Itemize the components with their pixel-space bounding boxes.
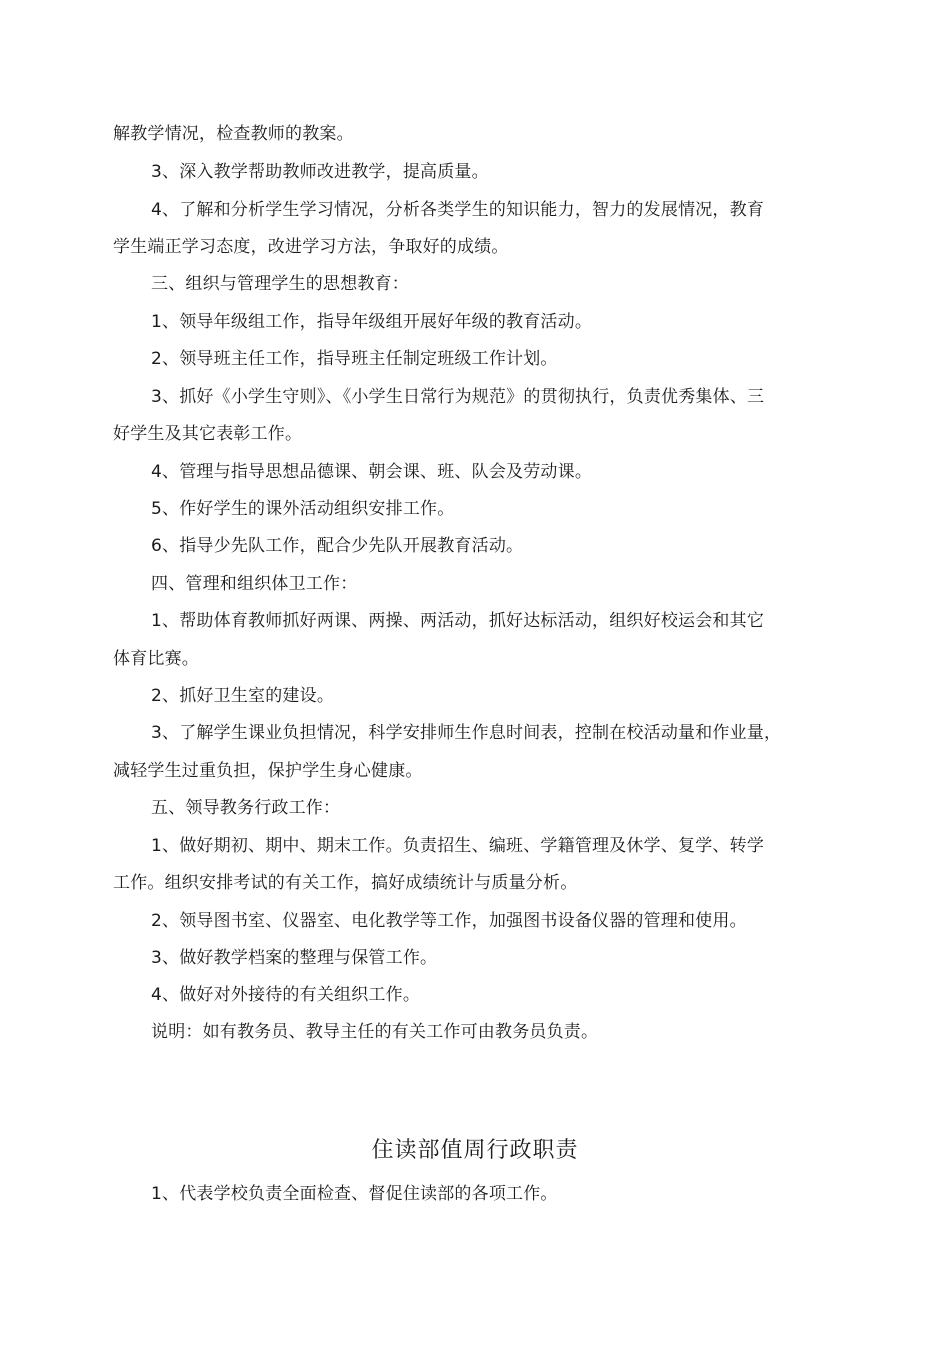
paragraph-line: 1、领导年级组工作，指导年级组开展好年级的教育活动。 xyxy=(151,312,593,332)
paragraph-line: 4、管理与指导思想品德课、朝会课、班、队会及劳动课。 xyxy=(151,462,593,482)
paragraph-line: 1、做好期初、期中、期末工作。负责招生、编班、学籍管理及休学、复学、转学 xyxy=(151,836,765,856)
section-heading: 三、组织与管理学生的思想教育： xyxy=(151,274,409,294)
paragraph-line: 3、做好教学档案的整理与保管工作。 xyxy=(151,948,438,968)
paragraph-line: 4、做好对外接待的有关组织工作。 xyxy=(151,985,421,1005)
paragraph-line: 3、了解学生课业负担情况，科学安排师生作息时间表，控制在校活动量和作业量， xyxy=(151,723,782,743)
paragraph-line: 1、代表学校负责全面检查、督促住读部的各项工作。 xyxy=(151,1184,558,1204)
paragraph-line: 学生端正学习态度，改进学习方法，争取好的成绩。 xyxy=(113,237,509,257)
paragraph-line: 2、抓好卫生室的建设。 xyxy=(151,686,335,706)
section-heading: 五、领导教务行政工作： xyxy=(151,798,341,818)
paragraph-line: 1、帮助体育教师抓好两课、两操、两活动，抓好达标活动，组织好校运会和其它 xyxy=(151,611,765,631)
paragraph-line: 6、指导少先队工作，配合少先队开展教育活动。 xyxy=(151,536,524,556)
paragraph-line: 3、抓好《小学生守则》、《小学生日常行为规范》的贯彻执行，负责优秀集体、三 xyxy=(151,387,765,407)
paragraph-line: 2、领导班主任工作，指导班主任制定班级工作计划。 xyxy=(151,349,558,369)
paragraph-line: 工作。组织安排考试的有关工作，搞好成绩统计与质量分析。 xyxy=(113,873,578,893)
paragraph-line: 减轻学生过重负担，保护学生身心健康。 xyxy=(113,761,423,781)
paragraph-line: 4、了解和分析学生学习情况，分析各类学生的知识能力，智力的发展情况，教育 xyxy=(151,200,765,220)
note-line: 说明：如有教务员、教导主任的有关工作可由教务员负责。 xyxy=(151,1022,599,1042)
paragraph-line: 体育比赛。 xyxy=(113,649,199,669)
section-heading: 四、管理和组织体卫工作： xyxy=(151,574,358,594)
paragraph-line: 5、作好学生的课外活动组织安排工作。 xyxy=(151,499,455,519)
paragraph-line: 好学生及其它表彰工作。 xyxy=(113,424,303,444)
paragraph-line: 3、深入教学帮助教师改进教学，提高质量。 xyxy=(151,162,489,182)
section-title: 住读部值周行政职责 xyxy=(371,1138,579,1163)
paragraph-line: 解教学情况，检查教师的教案。 xyxy=(113,124,354,144)
paragraph-line: 2、领导图书室、仪器室、电化教学等工作，加强图书设备仪器的管理和使用。 xyxy=(151,911,747,931)
